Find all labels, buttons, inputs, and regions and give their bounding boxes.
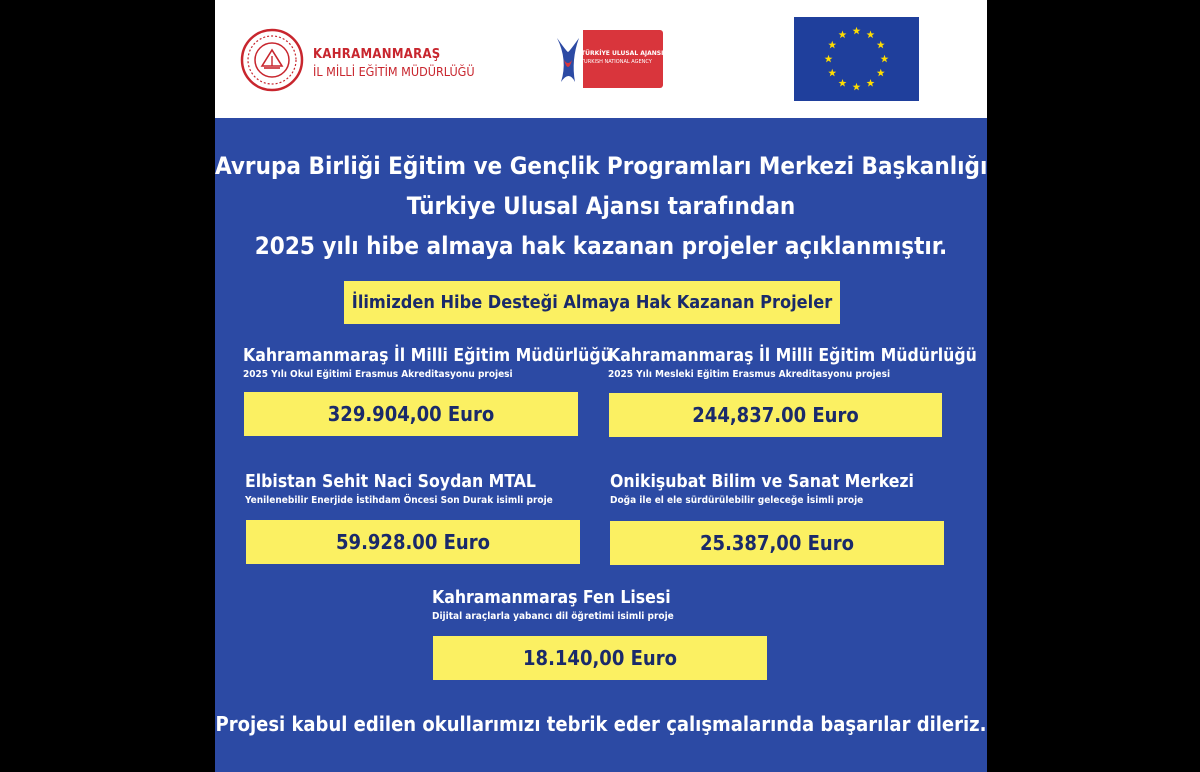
eu-stars-icon — [794, 17, 919, 101]
closing-message: Projesi kabul edilen okullarımızı tebrik eder çalışmalarında başarılar dileriz. — [215, 712, 987, 736]
logo-bar — [215, 0, 987, 118]
project-school: Onikişubat Bilim ve Sanat Merkezi — [610, 472, 914, 492]
project-description: 2025 Yılı Okul Eğitimi Erasmus Akreditasyonu projesi — [243, 369, 513, 380]
project-school: Kahramanmaraş İl Milli Eğitim Müdürlüğü — [243, 346, 612, 366]
eu-star-icon — [867, 79, 875, 87]
eu-star-icon — [839, 31, 847, 39]
project-description: Dijital araçlarla yabancı dil öğretimi isimli proje — [432, 611, 674, 622]
meb-emblem-icon — [240, 28, 304, 92]
eu-star-icon — [877, 69, 885, 77]
headline-line2: Türkiye Ulusal Ajansı tarafından — [406, 192, 796, 220]
headline-line1: Avrupa Birliği Eğitim ve Gençlik Programları Merkezi Başkanlığı — [215, 152, 987, 180]
project-card — [243, 344, 612, 382]
meb-logo-line2: İL MİLLİ EĞİTİM MÜDÜRLÜĞÜ — [313, 64, 475, 79]
subtitle-banner: İlimizden Hibe Desteği Almaya Hak Kazanan Projeler — [344, 281, 840, 324]
eu-star-icon — [825, 55, 833, 63]
headline — [215, 146, 987, 266]
eu-star-icon — [828, 41, 836, 49]
meb-logo-line1: KAHRAMANMARAŞ — [313, 47, 441, 62]
ulusal-ajans-line1: TÜRKİYE ULUSAL AJANSI — [581, 50, 664, 57]
ulusal-ajans-emblem-icon — [553, 30, 583, 88]
announcement-poster — [215, 0, 987, 772]
project-school: Kahramanmaraş İl Milli Eğitim Müdürlüğü — [608, 346, 977, 366]
project-description: 2025 Yılı Mesleki Eğitim Erasmus Akreditasyonu projesi — [608, 369, 891, 380]
project-amount: 329.904,00 Euro — [244, 392, 578, 436]
project-amount: 244,837.00 Euro — [609, 393, 942, 437]
eu-star-icon — [867, 31, 875, 39]
eu-star-icon — [881, 55, 889, 63]
ulusal-ajans-line2: TURKISH NATIONAL AGENCY — [581, 59, 652, 65]
project-card — [432, 586, 674, 624]
eu-flag-icon — [794, 17, 919, 101]
project-card — [610, 470, 914, 508]
project-amount: 59.928.00 Euro — [246, 520, 580, 564]
meb-logo-text — [313, 46, 475, 80]
project-card — [245, 470, 553, 508]
project-school: Kahramanmaraş Fen Lisesi — [432, 588, 671, 608]
eu-star-icon — [853, 27, 861, 35]
project-description: Doğa ile el ele sürdürülebilir geleceğe İsimli proje — [610, 495, 864, 506]
eu-star-icon — [839, 79, 847, 87]
ulusal-ajans-text — [581, 50, 663, 66]
eu-star-icon — [828, 69, 836, 77]
eu-star-icon — [877, 41, 885, 49]
project-description: Yenilenebilir Enerjide İstihdam Öncesi Son Durak isimli proje — [245, 495, 553, 506]
eu-star-icon — [853, 83, 861, 91]
project-card — [608, 344, 977, 382]
headline-line3: 2025 yılı hibe almaya hak kazanan projeler açıklanmıştır. — [254, 232, 948, 260]
project-school: Elbistan Sehit Naci Soydan MTAL — [245, 472, 536, 492]
project-amount: 25.387,00 Euro — [610, 521, 944, 565]
ulusal-ajans-logo — [553, 30, 663, 88]
project-amount: 18.140,00 Euro — [433, 636, 767, 680]
